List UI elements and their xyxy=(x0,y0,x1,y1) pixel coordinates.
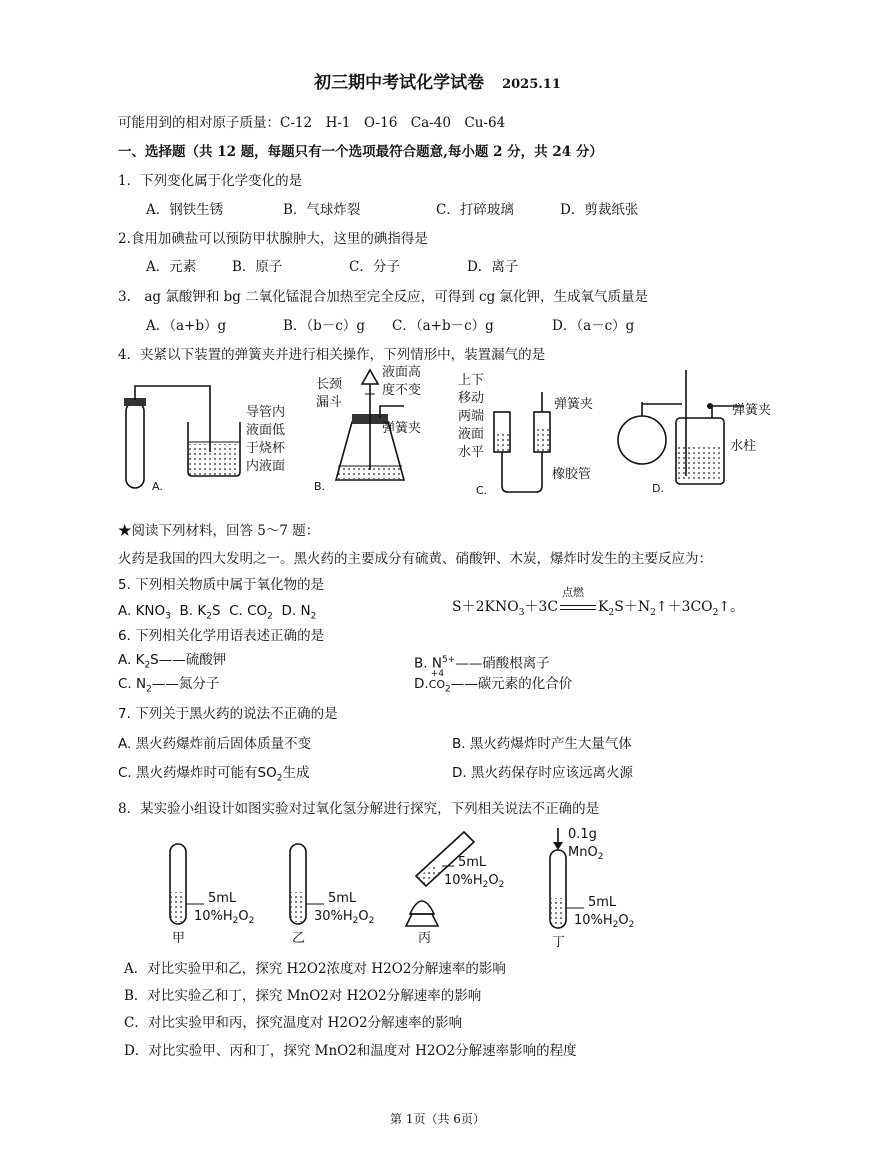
q5-option-b-suffix: S xyxy=(211,603,221,619)
q6-c-pre: C. N xyxy=(118,676,147,692)
yi-conc-text: 30%H xyxy=(314,909,353,924)
yi-volume: 5mL xyxy=(328,891,357,906)
q2-option-a: A．元素 xyxy=(146,259,197,275)
liquid-ding xyxy=(551,898,565,926)
q7-option-c: C. 黑火药爆炸时可能有$SO_2$生成 xyxy=(118,765,310,784)
q1-stem: 1．下列变化属于化学变化的是 xyxy=(118,173,303,189)
q7-c-post: 生成 xyxy=(282,765,310,781)
q2-option-d: D．离子 xyxy=(467,259,519,275)
alcohol-lamp xyxy=(406,914,438,926)
q7-option-d: D. 黑火药保存时应该远离火源 xyxy=(452,765,633,781)
q8-figure-ding xyxy=(544,826,664,950)
rubber-tube xyxy=(502,452,542,492)
q8-figure-jia xyxy=(164,840,274,950)
q6-option-c: C. $N_2——$氮分子 xyxy=(118,676,220,695)
eq-condition: 点燃 xyxy=(562,586,585,599)
fig-b-level-2: 度不变 xyxy=(382,383,422,398)
fig-c-text-1: 上下 xyxy=(458,373,485,388)
q3-option-c: C．（a+b－c）g xyxy=(392,318,494,334)
fig-a-text-4: 内液面 xyxy=(246,459,286,474)
reading-intro: ★阅读下列材料，回答 5～7 题： xyxy=(118,523,320,539)
q5-option-c: C. CO xyxy=(229,603,268,619)
ding-volume: 5mL xyxy=(588,895,617,910)
q3-option-a: A．（a+b）g xyxy=(146,318,227,334)
flask-water xyxy=(338,467,402,479)
bing-conc: $10\%H_2O_2$ xyxy=(444,873,505,890)
bing-conc-text: 10%H xyxy=(444,873,483,888)
clip-mark xyxy=(707,403,713,409)
q8-option-b: B．对比实验乙和丁，探究 MnO2对 H2O2分解速率的影响 xyxy=(124,988,482,1004)
yi-o: O xyxy=(358,909,369,924)
beaker-water xyxy=(189,444,239,475)
eq-right: K xyxy=(598,599,609,615)
q8-figure-yi xyxy=(284,840,394,950)
jia-conc-text: 10%H xyxy=(194,909,233,924)
label-ding: 丁 xyxy=(552,935,566,950)
q6-option-d: D. +4 $CO_2——$碳元素的化合价 xyxy=(414,675,572,699)
bing-volume: 5mL xyxy=(458,855,487,870)
q1-option-a: A．钢铁生锈 xyxy=(146,202,224,218)
bottle-water xyxy=(678,446,722,482)
exam-title: 初三期中考试化学试卷 xyxy=(314,73,485,93)
eq-mid: ＋3C xyxy=(524,599,559,615)
label-jia: 甲 xyxy=(172,931,186,946)
fig-a-text-2: 液面低 xyxy=(246,423,286,438)
q4-stem: 4．夹紧以下装置的弹簧夹并进行相关操作，下列情形中，装置漏气的是 xyxy=(118,347,546,363)
q7-stem: 7. 下列关于黑火药的说法不正确的是 xyxy=(118,706,338,722)
exam-date: 2025.11 xyxy=(502,77,561,92)
ding-conc-text: 10%H xyxy=(574,913,613,928)
q6-a-post: S——硫酸钾 xyxy=(150,652,227,668)
test-tube xyxy=(126,402,144,488)
q6-option-a: A. $K_2S——$硫酸钾 xyxy=(118,652,227,671)
q6-c-post: ——氮分子 xyxy=(151,676,220,692)
ding-mass: 0.1g xyxy=(568,827,597,842)
atomic-masses: 可能用到的相对原子质量：C-12 H-1 O-16 Ca-40 Cu-64 xyxy=(118,115,506,131)
q6-stem: 6. 下列相关化学用语表述正确的是 xyxy=(118,628,325,644)
right-liquid xyxy=(535,428,549,451)
fig-b-level-1: 液面高 xyxy=(382,365,422,380)
q7-option-a: A. 黑火药爆炸前后固体质量不变 xyxy=(118,736,312,752)
q7-c-pre: C. 黑火药爆炸时可能有SO xyxy=(118,765,277,781)
q6-d-pre: D. xyxy=(414,676,429,692)
q2-option-c: C．分子 xyxy=(349,259,400,275)
q4-figure-a xyxy=(118,372,318,502)
fig-d-label: D. xyxy=(652,482,664,495)
liquid-yi xyxy=(291,892,305,922)
q4-figure-c xyxy=(456,368,616,498)
fig-d-clip: 弹簧夹 xyxy=(732,403,772,418)
fig-b-clip: 弹簧夹 xyxy=(382,421,422,436)
q8-option-a: A．对比实验甲和乙，探究 H2O2浓度对 H2O2分解速率的影响 xyxy=(124,961,506,977)
page-footer: 第 1页（共 6页） xyxy=(390,1112,485,1126)
left-liquid xyxy=(495,432,509,451)
page-title xyxy=(0,74,875,94)
ding-mno2: MnO$_2$ xyxy=(568,845,604,862)
q6-b-sup: 5+ xyxy=(441,655,456,665)
ding-o: O xyxy=(618,913,629,928)
label-yi: 乙 xyxy=(292,931,306,946)
yi-conc: $30\%H_2O_2$ xyxy=(314,909,375,926)
jia-volume: 5mL xyxy=(208,891,237,906)
q3-option-b: B．（b－c）g xyxy=(283,318,366,334)
flame xyxy=(410,901,434,914)
q5-option-b: B. K xyxy=(179,603,207,619)
q1-option-b: B．气球炸裂 xyxy=(283,202,361,218)
q3-option-d: D．（a－c）g xyxy=(552,318,635,334)
q1-option-d: D．剪裁纸张 xyxy=(560,202,639,218)
q5-stem: 5. 下列相关物质中属于氧化物的是 xyxy=(118,577,325,593)
q6-d-post: ——碳元素的化合价 xyxy=(450,676,573,692)
fig-a-label: A. xyxy=(152,480,163,493)
fig-b-funnel-1: 长颈 xyxy=(316,377,343,392)
fig-c-text-2: 移动 xyxy=(458,391,485,406)
q8-stem: 8．某实验小组设计如图实验对过氧化氢分解进行探究，下列相关说法不正确的是 xyxy=(118,801,600,817)
jia-o: O xyxy=(238,909,249,924)
fig-a-text-3: 于烧杯 xyxy=(246,441,286,456)
q7-option-b: B. 黑火药爆炸时产生大量气体 xyxy=(452,736,632,752)
bing-o: O xyxy=(488,873,499,888)
fig-c-text-4: 液面 xyxy=(458,427,485,442)
round-flask xyxy=(618,416,666,464)
eq-right3: ↑＋3CO xyxy=(655,599,713,615)
q8-option-d: D．对比实验甲、丙和丁，探究 MnO2和温度对 H2O2分解速率影响的程度 xyxy=(124,1043,577,1059)
funnel-top xyxy=(362,370,378,384)
eq-right4: ↑。 xyxy=(718,599,745,615)
fig-c-text-3: 两端 xyxy=(458,409,485,424)
reading-text: 火药是我国的四大发明之一。黑火药的主要成分有硫黄、硝酸钾、木炭，爆炸时发生的主要反应为： xyxy=(118,551,712,567)
q8-figure-bing xyxy=(402,826,532,946)
fig-c-clip: 弹簧夹 xyxy=(554,397,594,412)
fig-a-text-1: 导管内 xyxy=(246,405,286,420)
q6-a-pre: A. K xyxy=(118,652,145,668)
reaction-equation: $S+2KNO_3+3C$ 点燃 $K_2S+N_2↑+3CO_2↑$。 xyxy=(452,586,745,618)
q8-option-c: C．对比实验甲和丙，探究温度对 H2O2分解速率的影响 xyxy=(124,1015,463,1031)
ding-conc: $10\%H_2O_2$ xyxy=(574,913,635,930)
q6-d-mid: CO xyxy=(428,678,446,691)
fig-c-tube: 橡胶管 xyxy=(552,467,592,482)
fig-b-funnel-2: 漏斗 xyxy=(316,395,343,410)
q4-figure-d xyxy=(612,366,802,496)
q1-option-c: C．打碎玻璃 xyxy=(436,202,514,218)
fig-c-text-5: 水平 xyxy=(458,445,485,460)
section-heading: 一、选择题（共 12 题，每题只有一个选项最符合题意,每小题 2 分，共 24 分） xyxy=(118,144,603,160)
q6-b-pre: B. N xyxy=(414,655,442,672)
eq-left: S＋2KNO xyxy=(452,599,519,615)
liquid-jia xyxy=(171,892,185,922)
jia-conc: $10\%H_2O_2$ xyxy=(194,909,255,926)
q5-options: A. $KNO_3$ B. $K_2S$ C. $CO_2$ D. $N_2$ xyxy=(118,603,317,622)
q2-stem: 2.食用加碘盐可以预防甲状腺肿大，这里的碘指得是 xyxy=(118,231,428,247)
fig-c-label: C. xyxy=(476,484,488,497)
q6-d-sup: +4 xyxy=(430,669,444,679)
fig-b-label: B. xyxy=(314,480,326,493)
eq-arrow xyxy=(558,586,598,616)
q6-b-post: ——硝酸根离子 xyxy=(455,655,550,672)
q4-figure-b xyxy=(312,362,442,492)
fig-d-water: 水柱 xyxy=(730,439,757,454)
arrow-head xyxy=(553,842,563,850)
q3-stem: 3. ag 氯酸钾和 bg 二氧化锰混合加热至完全反应，可得到 cg 氯化钾，生成氧气质量是 xyxy=(118,289,649,305)
q5-option-d: D. N xyxy=(281,603,311,619)
ding-mno2-text: MnO xyxy=(568,845,598,860)
label-bing: 丙 xyxy=(418,931,432,946)
eq-right2: S＋N xyxy=(614,599,651,615)
q5-option-a: A. KNO xyxy=(118,603,166,619)
q2-option-b: B．原子 xyxy=(232,259,283,275)
